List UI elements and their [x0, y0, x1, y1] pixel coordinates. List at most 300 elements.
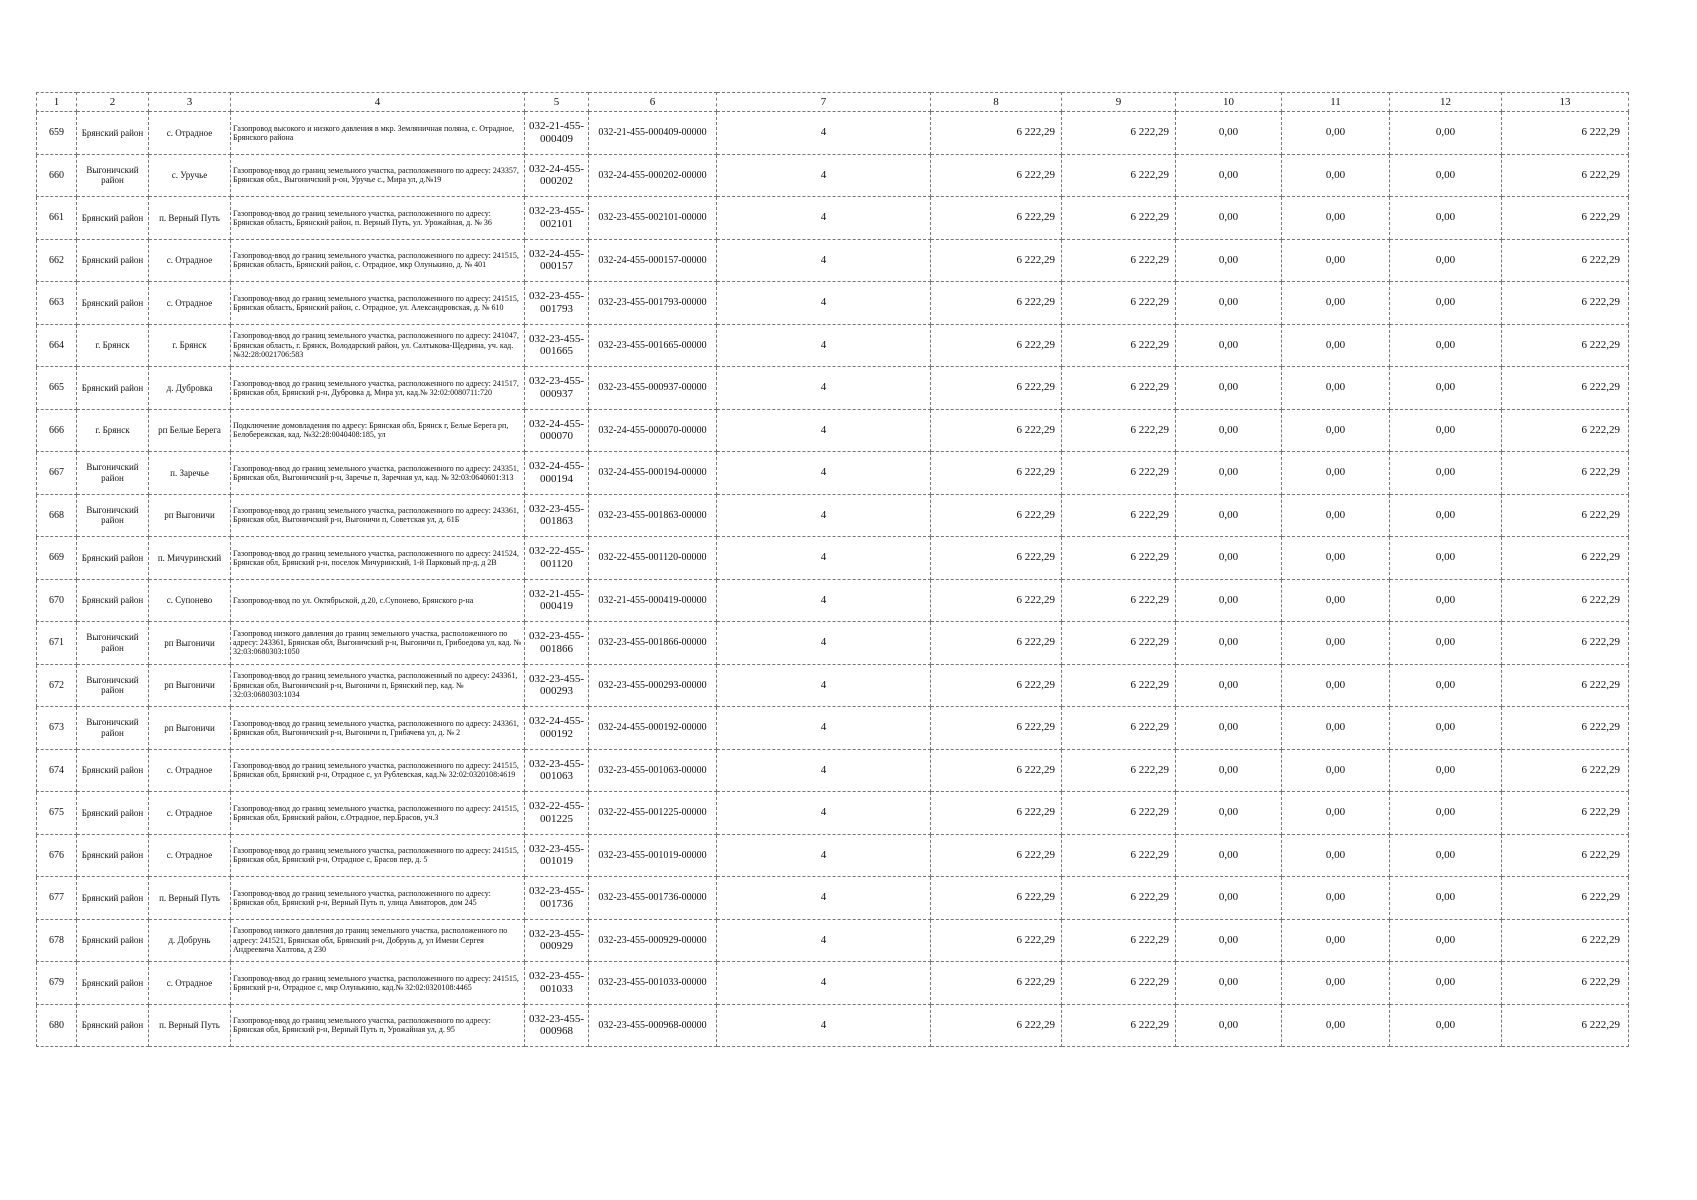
col9-amount-cell: 6 222,29	[1062, 197, 1176, 240]
col8-amount-cell: 6 222,29	[931, 197, 1062, 240]
col7-value-cell: 4	[717, 962, 931, 1005]
col9-amount-cell: 6 222,29	[1062, 919, 1176, 962]
description-cell: Газопровод-ввод до границ земельного участка, расположенного по адресу: 241515, Брянский р-н, Отрадное с, мкр Олунькино, кад.№ 32:02:0320108:4465	[231, 962, 525, 1005]
locality-cell: п. Заречье	[149, 452, 231, 495]
object-number-cell: 032-22-455-001225-00000	[589, 792, 717, 835]
col7-value-cell: 4	[717, 154, 931, 197]
object-code-cell: 032-23-455-001063	[525, 749, 589, 792]
col12-amount-cell: 0,00	[1390, 962, 1502, 1005]
object-number-cell: 032-23-455-000968-00000	[589, 1004, 717, 1047]
object-code-cell: 032-23-455-002101	[525, 197, 589, 240]
col8-amount-cell: 6 222,29	[931, 834, 1062, 877]
table-row	[37, 282, 1629, 325]
col13-amount-cell: 6 222,29	[1502, 239, 1629, 282]
col7-value-cell: 4	[717, 664, 931, 707]
table-row	[37, 834, 1629, 877]
description-cell: Газопровод-ввод до границ земельного участка, расположенного по адресу: 243361, Брянская обл, Выгоничский р-н, Выгоничи п, Советская ул, д. 61Б	[231, 494, 525, 537]
district-cell: г. Брянск	[77, 409, 149, 452]
description-cell: Газопровод-ввод до границ земельного участка, расположенного по адресу: Брянская обл, Брянский р-н, Верный Путь п, Урожайная ул, д. 95	[231, 1004, 525, 1047]
locality-cell: рп Выгоничи	[149, 622, 231, 665]
col12-amount-cell: 0,00	[1390, 834, 1502, 877]
header-row	[37, 93, 1629, 112]
col11-amount-cell: 0,00	[1282, 664, 1390, 707]
locality-cell: с. Супонево	[149, 579, 231, 622]
object-number-cell: 032-21-455-000419-00000	[589, 579, 717, 622]
district-cell: Брянский район	[77, 749, 149, 792]
district-cell: Брянский район	[77, 919, 149, 962]
col13-amount-cell: 6 222,29	[1502, 749, 1629, 792]
col7-value-cell: 4	[717, 749, 931, 792]
table-row	[37, 324, 1629, 367]
object-code-cell: 032-24-455-000070	[525, 409, 589, 452]
col13-amount-cell: 6 222,29	[1502, 962, 1629, 1005]
column-number-header: 8	[931, 93, 1062, 112]
district-cell: Брянский район	[77, 962, 149, 1005]
object-number-cell: 032-23-455-000293-00000	[589, 664, 717, 707]
col13-amount-cell: 6 222,29	[1502, 579, 1629, 622]
row-number: 662	[37, 239, 77, 282]
col10-amount-cell: 0,00	[1176, 707, 1282, 750]
col8-amount-cell: 6 222,29	[931, 112, 1062, 155]
locality-cell: с. Отрадное	[149, 962, 231, 1005]
col13-amount-cell: 6 222,29	[1502, 409, 1629, 452]
locality-cell: рп Выгоничи	[149, 707, 231, 750]
col10-amount-cell: 0,00	[1176, 579, 1282, 622]
col12-amount-cell: 0,00	[1390, 1004, 1502, 1047]
col12-amount-cell: 0,00	[1390, 154, 1502, 197]
col12-amount-cell: 0,00	[1390, 324, 1502, 367]
col7-value-cell: 4	[717, 537, 931, 580]
object-code-cell: 032-24-455-000202	[525, 154, 589, 197]
col10-amount-cell: 0,00	[1176, 1004, 1282, 1047]
row-number: 670	[37, 579, 77, 622]
col8-amount-cell: 6 222,29	[931, 239, 1062, 282]
col12-amount-cell: 0,00	[1390, 494, 1502, 537]
col7-value-cell: 4	[717, 239, 931, 282]
table-row	[37, 962, 1629, 1005]
description-cell: Газопровод-ввод до границ земельного участка, расположенного по адресу: 241517, Брянская обл, Брянский р-н, Дубровка д, Мира ул, кад.№ 32:02:0080711:720	[231, 367, 525, 410]
col7-value-cell: 4	[717, 112, 931, 155]
col7-value-cell: 4	[717, 324, 931, 367]
row-number: 678	[37, 919, 77, 962]
district-cell: Выгоничский район	[77, 622, 149, 665]
row-number: 660	[37, 154, 77, 197]
object-number-cell: 032-23-455-000929-00000	[589, 919, 717, 962]
locality-cell: с. Отрадное	[149, 792, 231, 835]
column-number-header: 1	[37, 93, 77, 112]
district-cell: Брянский район	[77, 537, 149, 580]
row-number: 659	[37, 112, 77, 155]
col10-amount-cell: 0,00	[1176, 749, 1282, 792]
object-code-cell: 032-23-455-000968	[525, 1004, 589, 1047]
col10-amount-cell: 0,00	[1176, 877, 1282, 920]
column-number-header: 5	[525, 93, 589, 112]
col11-amount-cell: 0,00	[1282, 749, 1390, 792]
locality-cell: п. Верный Путь	[149, 197, 231, 240]
object-number-cell: 032-21-455-000409-00000	[589, 112, 717, 155]
table-row	[37, 579, 1629, 622]
col7-value-cell: 4	[717, 877, 931, 920]
object-code-cell: 032-24-455-000157	[525, 239, 589, 282]
row-number: 673	[37, 707, 77, 750]
district-cell: Брянский район	[77, 579, 149, 622]
locality-cell: рп Выгоничи	[149, 494, 231, 537]
col13-amount-cell: 6 222,29	[1502, 622, 1629, 665]
col9-amount-cell: 6 222,29	[1062, 367, 1176, 410]
col8-amount-cell: 6 222,29	[931, 494, 1062, 537]
col11-amount-cell: 0,00	[1282, 452, 1390, 495]
col13-amount-cell: 6 222,29	[1502, 494, 1629, 537]
col10-amount-cell: 0,00	[1176, 367, 1282, 410]
col12-amount-cell: 0,00	[1390, 707, 1502, 750]
col13-amount-cell: 6 222,29	[1502, 537, 1629, 580]
table-row	[37, 792, 1629, 835]
object-number-cell: 032-23-455-001063-00000	[589, 749, 717, 792]
col10-amount-cell: 0,00	[1176, 919, 1282, 962]
object-number-cell: 032-23-455-001863-00000	[589, 494, 717, 537]
col8-amount-cell: 6 222,29	[931, 877, 1062, 920]
col13-amount-cell: 6 222,29	[1502, 367, 1629, 410]
col7-value-cell: 4	[717, 579, 931, 622]
col13-amount-cell: 6 222,29	[1502, 324, 1629, 367]
col11-amount-cell: 0,00	[1282, 239, 1390, 282]
table-row	[37, 367, 1629, 410]
col12-amount-cell: 0,00	[1390, 112, 1502, 155]
col10-amount-cell: 0,00	[1176, 154, 1282, 197]
object-code-cell: 032-23-455-000937	[525, 367, 589, 410]
description-cell: Газопровод-ввод до границ земельного участка, расположенного по адресу: 243351, Брянская обл, Выгоничский р-н, Заречье п, Заречная ул, кад. № 32:03:0640601:313	[231, 452, 525, 495]
col11-amount-cell: 0,00	[1282, 834, 1390, 877]
description-cell: Газопровод-ввод до границ земельного участка, расположенный по адресу: 243361, Брянская обл, Выгоничский р-н, Выгоничи п, Брянский пер, кад. № 32:03:0680303:1034	[231, 664, 525, 707]
col9-amount-cell: 6 222,29	[1062, 239, 1176, 282]
col11-amount-cell: 0,00	[1282, 792, 1390, 835]
row-number: 680	[37, 1004, 77, 1047]
col12-amount-cell: 0,00	[1390, 579, 1502, 622]
col8-amount-cell: 6 222,29	[931, 622, 1062, 665]
row-number: 672	[37, 664, 77, 707]
description-cell: Газопровод низкого давления до границ земельного участка, расположенного по адресу: 241521, Брянская обл, Брянский р-н, Добрунь д, ул Имени Сергея Андреевича Халтова, д 230	[231, 919, 525, 962]
col12-amount-cell: 0,00	[1390, 367, 1502, 410]
object-code-cell: 032-21-455-000409	[525, 112, 589, 155]
object-code-cell: 032-21-455-000419	[525, 579, 589, 622]
row-number: 674	[37, 749, 77, 792]
description-cell: Газопровод-ввод до границ земельного участка, расположенного по адресу: 241515, Брянская обл, Брянский район, с.Отрадное, пер.Брасов, уч.3	[231, 792, 525, 835]
col7-value-cell: 4	[717, 834, 931, 877]
district-cell: Брянский район	[77, 877, 149, 920]
table-row	[37, 707, 1629, 750]
district-cell: Выгоничский район	[77, 707, 149, 750]
col8-amount-cell: 6 222,29	[931, 154, 1062, 197]
locality-cell: д. Дубровка	[149, 367, 231, 410]
object-code-cell: 032-23-455-001019	[525, 834, 589, 877]
col9-amount-cell: 6 222,29	[1062, 112, 1176, 155]
table-row	[37, 197, 1629, 240]
locality-cell: с. Отрадное	[149, 112, 231, 155]
object-code-cell: 032-24-455-000194	[525, 452, 589, 495]
object-code-cell: 032-22-455-001120	[525, 537, 589, 580]
col12-amount-cell: 0,00	[1390, 919, 1502, 962]
table-row	[37, 1004, 1629, 1047]
col9-amount-cell: 6 222,29	[1062, 792, 1176, 835]
object-number-cell: 032-24-455-000192-00000	[589, 707, 717, 750]
col7-value-cell: 4	[717, 792, 931, 835]
col8-amount-cell: 6 222,29	[931, 324, 1062, 367]
col13-amount-cell: 6 222,29	[1502, 664, 1629, 707]
col9-amount-cell: 6 222,29	[1062, 324, 1176, 367]
col9-amount-cell: 6 222,29	[1062, 622, 1176, 665]
column-number-header: 11	[1282, 93, 1390, 112]
col8-amount-cell: 6 222,29	[931, 537, 1062, 580]
district-cell: Брянский район	[77, 282, 149, 325]
column-number-header: 9	[1062, 93, 1176, 112]
locality-cell: с. Отрадное	[149, 834, 231, 877]
col11-amount-cell: 0,00	[1282, 579, 1390, 622]
col8-amount-cell: 6 222,29	[931, 282, 1062, 325]
col13-amount-cell: 6 222,29	[1502, 877, 1629, 920]
table-row	[37, 409, 1629, 452]
col11-amount-cell: 0,00	[1282, 494, 1390, 537]
row-number: 663	[37, 282, 77, 325]
row-number: 679	[37, 962, 77, 1005]
locality-cell: г. Брянск	[149, 324, 231, 367]
col9-amount-cell: 6 222,29	[1062, 282, 1176, 325]
column-number-header: 12	[1390, 93, 1502, 112]
col10-amount-cell: 0,00	[1176, 409, 1282, 452]
district-cell: Выгоничский район	[77, 664, 149, 707]
object-number-cell: 032-23-455-002101-00000	[589, 197, 717, 240]
col12-amount-cell: 0,00	[1390, 197, 1502, 240]
col11-amount-cell: 0,00	[1282, 197, 1390, 240]
description-cell: Газопровод высокого и низкого давления в мкр. Земляничная поляна, с. Отрадное, Брянского района	[231, 112, 525, 155]
col10-amount-cell: 0,00	[1176, 622, 1282, 665]
table-row	[37, 664, 1629, 707]
description-cell: Газопровод-ввод до границ земельного участка, расположенного по адресу: 241515, Брянская область, Брянский район, с. Отрадное, ул. Александровская, д. № 610	[231, 282, 525, 325]
column-number-header: 3	[149, 93, 231, 112]
col12-amount-cell: 0,00	[1390, 537, 1502, 580]
row-number: 666	[37, 409, 77, 452]
locality-cell: д. Добрунь	[149, 919, 231, 962]
description-cell: Подключение домовладения по адресу: Брянская обл, Брянск г, Белые Берега рп, Белобережская, кад. №32:28:0040408:185, ул	[231, 409, 525, 452]
district-cell: Выгоничский район	[77, 494, 149, 537]
col10-amount-cell: 0,00	[1176, 452, 1282, 495]
col9-amount-cell: 6 222,29	[1062, 409, 1176, 452]
column-number-header: 6	[589, 93, 717, 112]
col10-amount-cell: 0,00	[1176, 239, 1282, 282]
col8-amount-cell: 6 222,29	[931, 579, 1062, 622]
description-cell: Газопровод-ввод до границ земельного участка, расположенного по адресу: 243357, Брянская обл., Выгоничский р-он, Уручье с., Мира ул, д.№19	[231, 154, 525, 197]
col7-value-cell: 4	[717, 282, 931, 325]
object-number-cell: 032-23-455-001866-00000	[589, 622, 717, 665]
district-cell: Брянский район	[77, 239, 149, 282]
col10-amount-cell: 0,00	[1176, 324, 1282, 367]
description-cell: Газопровод-ввод до границ земельного участка, расположенного по адресу: Брянская область, Брянский район, п. Верный Путь, ул. Урожайная, д. № 36	[231, 197, 525, 240]
col7-value-cell: 4	[717, 452, 931, 495]
col11-amount-cell: 0,00	[1282, 154, 1390, 197]
col8-amount-cell: 6 222,29	[931, 664, 1062, 707]
district-cell: Брянский район	[77, 792, 149, 835]
table-row	[37, 112, 1629, 155]
col7-value-cell: 4	[717, 197, 931, 240]
col12-amount-cell: 0,00	[1390, 664, 1502, 707]
col7-value-cell: 4	[717, 1004, 931, 1047]
locality-cell: рп Белые Берега	[149, 409, 231, 452]
row-number: 665	[37, 367, 77, 410]
description-cell: Газопровод-ввод до границ земельного участка, расположенного по адресу: 241524, Брянская обл, Брянский р-н, поселок Мичуринский, 1-й Парковый пр-д, д 2В	[231, 537, 525, 580]
col12-amount-cell: 0,00	[1390, 792, 1502, 835]
col13-amount-cell: 6 222,29	[1502, 1004, 1629, 1047]
col8-amount-cell: 6 222,29	[931, 707, 1062, 750]
description-cell: Газопровод-ввод до границ земельного участка, расположенного по адресу: 241047, Брянская область, г. Брянск, Володарский район, ул. Салтыкова-Щедрина, уч. кад. №32:28:0021706:583	[231, 324, 525, 367]
description-cell: Газопровод-ввод до границ земельного участка, расположенного по адресу: 243361, Брянская обл, Выгоничский р-н, Выгоничи п, Грибачева ул, д. № 2	[231, 707, 525, 750]
object-code-cell: 032-23-455-001736	[525, 877, 589, 920]
col13-amount-cell: 6 222,29	[1502, 919, 1629, 962]
object-number-cell: 032-24-455-000157-00000	[589, 239, 717, 282]
col9-amount-cell: 6 222,29	[1062, 494, 1176, 537]
description-cell: Газопровод-ввод до границ земельного участка, расположенного по адресу: 241515, Брянская обл, Брянский р-н, Отрадное с, Брасов пер, д. 5	[231, 834, 525, 877]
row-number: 676	[37, 834, 77, 877]
col7-value-cell: 4	[717, 409, 931, 452]
table-row	[37, 919, 1629, 962]
col12-amount-cell: 0,00	[1390, 622, 1502, 665]
object-code-cell: 032-23-455-001665	[525, 324, 589, 367]
col12-amount-cell: 0,00	[1390, 409, 1502, 452]
locality-cell: с. Отрадное	[149, 239, 231, 282]
col13-amount-cell: 6 222,29	[1502, 282, 1629, 325]
row-number: 668	[37, 494, 77, 537]
col13-amount-cell: 6 222,29	[1502, 452, 1629, 495]
col10-amount-cell: 0,00	[1176, 112, 1282, 155]
col10-amount-cell: 0,00	[1176, 494, 1282, 537]
registry-table	[36, 92, 1629, 1047]
column-number-header: 4	[231, 93, 525, 112]
col9-amount-cell: 6 222,29	[1062, 537, 1176, 580]
col9-amount-cell: 6 222,29	[1062, 749, 1176, 792]
row-number: 677	[37, 877, 77, 920]
object-number-cell: 032-23-455-001019-00000	[589, 834, 717, 877]
column-number-header: 2	[77, 93, 149, 112]
district-cell: Брянский район	[77, 367, 149, 410]
table-row	[37, 452, 1629, 495]
locality-cell: п. Мичуринский	[149, 537, 231, 580]
row-number: 669	[37, 537, 77, 580]
locality-cell: с. Отрадное	[149, 749, 231, 792]
district-cell: г. Брянск	[77, 324, 149, 367]
column-number-header: 13	[1502, 93, 1629, 112]
table-body	[37, 112, 1629, 1047]
col9-amount-cell: 6 222,29	[1062, 452, 1176, 495]
object-number-cell: 032-23-455-001665-00000	[589, 324, 717, 367]
row-number: 671	[37, 622, 77, 665]
col9-amount-cell: 6 222,29	[1062, 154, 1176, 197]
col11-amount-cell: 0,00	[1282, 707, 1390, 750]
object-code-cell: 032-23-455-000929	[525, 919, 589, 962]
row-number: 664	[37, 324, 77, 367]
table-row	[37, 239, 1629, 282]
col11-amount-cell: 0,00	[1282, 1004, 1390, 1047]
object-number-cell: 032-23-455-000937-00000	[589, 367, 717, 410]
object-code-cell: 032-23-455-001793	[525, 282, 589, 325]
col11-amount-cell: 0,00	[1282, 877, 1390, 920]
district-cell: Брянский район	[77, 112, 149, 155]
column-number-header: 7	[717, 93, 931, 112]
object-number-cell: 032-23-455-001033-00000	[589, 962, 717, 1005]
row-number: 661	[37, 197, 77, 240]
col12-amount-cell: 0,00	[1390, 749, 1502, 792]
table-row	[37, 749, 1629, 792]
col9-amount-cell: 6 222,29	[1062, 877, 1176, 920]
col7-value-cell: 4	[717, 367, 931, 410]
col12-amount-cell: 0,00	[1390, 452, 1502, 495]
col10-amount-cell: 0,00	[1176, 282, 1282, 325]
district-cell: Выгоничский район	[77, 154, 149, 197]
description-cell: Газопровод-ввод до границ земельного участка, расположенного по адресу: 241515, Брянская область, Брянский район, с. Отрадное, мкр Олунькино, д. № 401	[231, 239, 525, 282]
col13-amount-cell: 6 222,29	[1502, 834, 1629, 877]
district-cell: Выгоничский район	[77, 452, 149, 495]
district-cell: Брянский район	[77, 197, 149, 240]
table-row	[37, 537, 1629, 580]
object-code-cell: 032-23-455-001033	[525, 962, 589, 1005]
locality-cell: п. Верный Путь	[149, 1004, 231, 1047]
col8-amount-cell: 6 222,29	[931, 409, 1062, 452]
table-row	[37, 494, 1629, 537]
col13-amount-cell: 6 222,29	[1502, 792, 1629, 835]
col11-amount-cell: 0,00	[1282, 367, 1390, 410]
description-cell: Газопровод-ввод до границ земельного участка, расположенного по адресу: 241515, Брянская обл, Брянский р-н, Отрадное с, ул Рублевская, кад.№ 32:02:0320108:4619	[231, 749, 525, 792]
col7-value-cell: 4	[717, 494, 931, 537]
row-number: 667	[37, 452, 77, 495]
col10-amount-cell: 0,00	[1176, 664, 1282, 707]
description-cell: Газопровод-ввод по ул. Октябрьской, д.20, с.Супонево, Брянского р-на	[231, 579, 525, 622]
description-cell: Газопровод низкого давления до границ земельного участка, расположенного по адресу: 243361, Брянская обл, Выгоничский р-н, Выгоничи п, Грибоедова ул, кад. № 32:03:0680303:1050	[231, 622, 525, 665]
col13-amount-cell: 6 222,29	[1502, 154, 1629, 197]
col8-amount-cell: 6 222,29	[931, 749, 1062, 792]
col9-amount-cell: 6 222,29	[1062, 962, 1176, 1005]
col9-amount-cell: 6 222,29	[1062, 834, 1176, 877]
locality-cell: с. Отрадное	[149, 282, 231, 325]
col13-amount-cell: 6 222,29	[1502, 112, 1629, 155]
col10-amount-cell: 0,00	[1176, 537, 1282, 580]
col10-amount-cell: 0,00	[1176, 834, 1282, 877]
object-code-cell: 032-22-455-001225	[525, 792, 589, 835]
table-row	[37, 877, 1629, 920]
description-cell: Газопровод-ввод до границ земельного участка, расположенного по адресу: Брянская обл, Брянский р-н, Верный Путь п, улица Авиаторов, дом 245	[231, 877, 525, 920]
col11-amount-cell: 0,00	[1282, 409, 1390, 452]
col11-amount-cell: 0,00	[1282, 537, 1390, 580]
district-cell: Брянский район	[77, 834, 149, 877]
col8-amount-cell: 6 222,29	[931, 1004, 1062, 1047]
col9-amount-cell: 6 222,29	[1062, 664, 1176, 707]
col9-amount-cell: 6 222,29	[1062, 707, 1176, 750]
col13-amount-cell: 6 222,29	[1502, 197, 1629, 240]
col12-amount-cell: 0,00	[1390, 877, 1502, 920]
col9-amount-cell: 6 222,29	[1062, 1004, 1176, 1047]
object-number-cell: 032-24-455-000070-00000	[589, 409, 717, 452]
locality-cell: рп Выгоничи	[149, 664, 231, 707]
locality-cell: п. Верный Путь	[149, 877, 231, 920]
col11-amount-cell: 0,00	[1282, 962, 1390, 1005]
column-number-header: 10	[1176, 93, 1282, 112]
locality-cell: с. Уручье	[149, 154, 231, 197]
table-row	[37, 154, 1629, 197]
col8-amount-cell: 6 222,29	[931, 792, 1062, 835]
table-row	[37, 622, 1629, 665]
col8-amount-cell: 6 222,29	[931, 452, 1062, 495]
object-code-cell: 032-24-455-000192	[525, 707, 589, 750]
col10-amount-cell: 0,00	[1176, 197, 1282, 240]
col7-value-cell: 4	[717, 622, 931, 665]
object-number-cell: 032-24-455-000194-00000	[589, 452, 717, 495]
object-code-cell: 032-23-455-001863	[525, 494, 589, 537]
